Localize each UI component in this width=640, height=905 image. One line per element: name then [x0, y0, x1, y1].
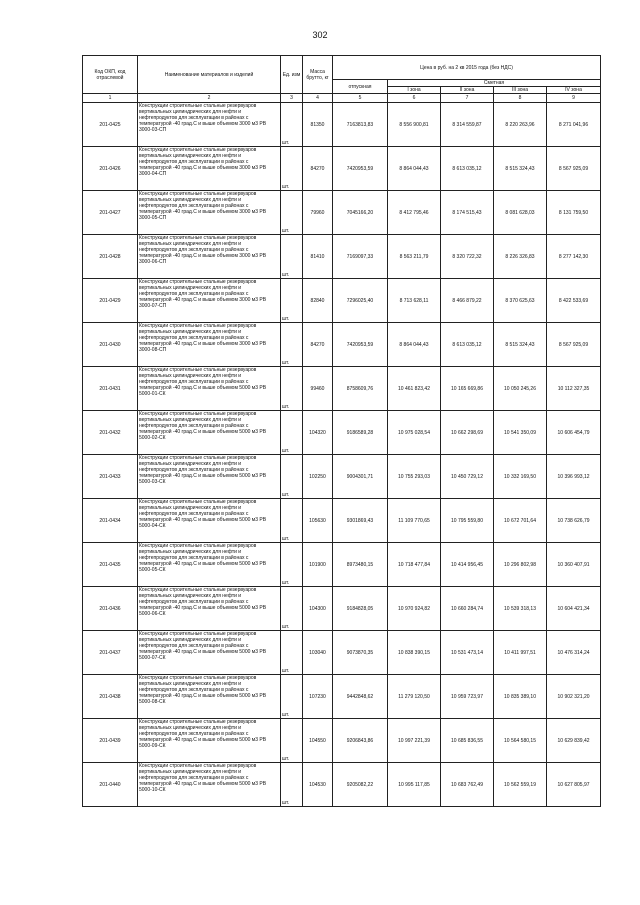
item-zone-4-price: 10 629 839,42 — [547, 719, 601, 763]
header-zone-3: III зона — [494, 87, 547, 94]
item-zone-2-price: 10 414 956,45 — [441, 543, 494, 587]
item-release-price: 9442848,62 — [333, 675, 388, 719]
item-name: Конструкции строительные стальные резервуаров вертикальных цилиндрических для нефти и нефтепродуктов для эксплуатации в районах с температурой -40 град.С и выше объемом 5000 м3 РВ 5000-03-СК — [138, 455, 281, 499]
item-zone-1-price: 8 563 211,79 — [388, 235, 441, 279]
item-zone-3-price: 10 411 997,51 — [494, 631, 547, 675]
item-release-price: 7296025,40 — [333, 279, 388, 323]
table-row — [83, 367, 601, 411]
header-zone-2: II зона — [441, 87, 494, 94]
item-zone-1-price: 10 975 028,54 — [388, 411, 441, 455]
item-zone-4-price: 8 131 759,50 — [547, 191, 601, 235]
table-row — [83, 411, 601, 455]
item-name: Конструкции строительные стальные резервуаров вертикальных цилиндрических для нефти и нефтепродуктов для эксплуатации в районах с температурой -40 град.С и выше объемом 3000 м3 РВ 3000-07-СП — [138, 279, 281, 323]
table-row — [83, 499, 601, 543]
column-number: 2 — [138, 94, 281, 103]
item-unit: шт. — [281, 543, 303, 587]
item-mass: 101900 — [303, 543, 333, 587]
item-mass: 84270 — [303, 147, 333, 191]
item-unit: шт. — [281, 147, 303, 191]
column-number: 4 — [303, 94, 333, 103]
item-zone-4-price: 8 422 533,69 — [547, 279, 601, 323]
table-row — [83, 543, 601, 587]
item-code: 201-0431 — [83, 367, 138, 411]
item-code: 201-0428 — [83, 235, 138, 279]
header-mass: Масса брутто, кг — [303, 56, 333, 94]
item-zone-1-price: 11 109 770,65 — [388, 499, 441, 543]
item-code: 201-0429 — [83, 279, 138, 323]
column-number: 5 — [333, 94, 388, 103]
item-zone-4-price: 10 902 321,20 — [547, 675, 601, 719]
table-row — [83, 279, 601, 323]
header-zone-4: IV зона — [547, 87, 601, 94]
item-name: Конструкции строительные стальные резервуаров вертикальных цилиндрических для нефти и нефтепродуктов для эксплуатации в районах с температурой -40 град.С и выше объемом 3000 м3 РВ 3000-03-СП — [138, 103, 281, 147]
item-zone-4-price: 10 476 314,24 — [547, 631, 601, 675]
header-code: Код ОКП, код отраслевой — [83, 56, 138, 94]
item-release-price: 7420953,59 — [333, 323, 388, 367]
item-unit: шт. — [281, 235, 303, 279]
item-zone-4-price: 10 360 407,91 — [547, 543, 601, 587]
header-zone-1: I зона — [388, 87, 441, 94]
table-body — [83, 103, 601, 807]
table-row — [83, 455, 601, 499]
item-unit: шт. — [281, 367, 303, 411]
item-zone-3-price: 10 564 580,15 — [494, 719, 547, 763]
item-mass: 103040 — [303, 631, 333, 675]
item-zone-3-price: 10 835 389,10 — [494, 675, 547, 719]
item-code: 201-0425 — [83, 103, 138, 147]
item-unit: шт. — [281, 455, 303, 499]
item-zone-2-price: 10 531 473,14 — [441, 631, 494, 675]
item-release-price: 7163813,83 — [333, 103, 388, 147]
column-number: 3 — [281, 94, 303, 103]
item-zone-3-price: 8 081 628,03 — [494, 191, 547, 235]
item-mass: 81350 — [303, 103, 333, 147]
table-row — [83, 235, 601, 279]
column-number: 9 — [547, 94, 601, 103]
item-zone-1-price: 10 995 117,85 — [388, 763, 441, 807]
item-release-price: 9186589,28 — [333, 411, 388, 455]
item-name: Конструкции строительные стальные резервуаров вертикальных цилиндрических для нефти и нефтепродуктов для эксплуатации в районах с температурой -40 град.С и выше объемом 5000 м3 РВ 5000-10-СК — [138, 763, 281, 807]
price-table — [82, 55, 601, 807]
item-name: Конструкции строительные стальные резервуаров вертикальных цилиндрических для нефти и нефтепродуктов для эксплуатации в районах с температурой -40 град.С и выше объемом 5000 м3 РВ 5000-08-СК — [138, 675, 281, 719]
item-zone-3-price: 10 541 350,09 — [494, 411, 547, 455]
item-name: Конструкции строительные стальные резервуаров вертикальных цилиндрических для нефти и нефтепродуктов для эксплуатации в районах с температурой -40 град.С и выше объемом 3000 м3 РВ 3000-08-СП — [138, 323, 281, 367]
item-unit: шт. — [281, 499, 303, 543]
table-header — [83, 56, 601, 103]
item-name: Конструкции строительные стальные резервуаров вертикальных цилиндрических для нефти и нефтепродуктов для эксплуатации в районах с температурой -40 град.С и выше объемом 5000 м3 РВ 5000-05-СК — [138, 543, 281, 587]
item-zone-4-price: 8 567 925,09 — [547, 147, 601, 191]
item-zone-1-price: 11 279 120,50 — [388, 675, 441, 719]
table-row — [83, 323, 601, 367]
header-name: Наименование материалов и изделий — [138, 56, 281, 94]
item-zone-4-price: 10 738 626,79 — [547, 499, 601, 543]
item-name: Конструкции строительные стальные резервуаров вертикальных цилиндрических для нефти и нефтепродуктов для эксплуатации в районах с температурой -40 град.С и выше объемом 5000 м3 РВ 5000-01-СК — [138, 367, 281, 411]
item-zone-4-price: 10 606 454,79 — [547, 411, 601, 455]
header-price-group: Цена в руб. на 2 кв 2015 года (без НДС) — [333, 56, 601, 80]
item-unit: шт. — [281, 631, 303, 675]
item-release-price: 9073870,35 — [333, 631, 388, 675]
item-zone-1-price: 10 755 293,03 — [388, 455, 441, 499]
item-mass: 105630 — [303, 499, 333, 543]
table-row — [83, 763, 601, 807]
item-release-price: 9206843,86 — [333, 719, 388, 763]
item-unit: шт. — [281, 191, 303, 235]
item-code: 201-0438 — [83, 675, 138, 719]
item-unit: шт. — [281, 411, 303, 455]
item-zone-1-price: 10 718 477,84 — [388, 543, 441, 587]
table-row — [83, 631, 601, 675]
item-zone-1-price: 8 412 795,46 — [388, 191, 441, 235]
item-zone-3-price: 10 539 318,13 — [494, 587, 547, 631]
item-zone-4-price: 8 277 142,30 — [547, 235, 601, 279]
item-mass: 81410 — [303, 235, 333, 279]
item-name: Конструкции строительные стальные резервуаров вертикальных цилиндрических для нефти и нефтепродуктов для эксплуатации в районах с температурой -40 град.С и выше объемом 5000 м3 РВ 5000-07-СК — [138, 631, 281, 675]
item-zone-3-price: 8 370 625,63 — [494, 279, 547, 323]
item-unit: шт. — [281, 103, 303, 147]
item-zone-1-price: 10 970 924,82 — [388, 587, 441, 631]
item-mass: 104550 — [303, 719, 333, 763]
column-number: 6 — [388, 94, 441, 103]
item-zone-2-price: 10 959 723,97 — [441, 675, 494, 719]
item-mass: 84270 — [303, 323, 333, 367]
item-zone-3-price: 10 050 245,26 — [494, 367, 547, 411]
item-zone-2-price: 10 660 284,74 — [441, 587, 494, 631]
item-mass: 104530 — [303, 763, 333, 807]
item-name: Конструкции строительные стальные резервуаров вертикальных цилиндрических для нефти и нефтепродуктов для эксплуатации в районах с температурой -40 град.С и выше объемом 5000 м3 РВ 5000-04-СК — [138, 499, 281, 543]
item-code: 201-0436 — [83, 587, 138, 631]
item-unit: шт. — [281, 279, 303, 323]
table-row — [83, 191, 601, 235]
item-mass: 99460 — [303, 367, 333, 411]
item-zone-2-price: 8 466 879,22 — [441, 279, 494, 323]
item-zone-1-price: 10 461 823,42 — [388, 367, 441, 411]
item-code: 201-0432 — [83, 411, 138, 455]
item-mass: 104300 — [303, 587, 333, 631]
item-unit: шт. — [281, 719, 303, 763]
column-number-row — [83, 94, 601, 103]
item-zone-3-price: 10 562 559,19 — [494, 763, 547, 807]
item-code: 201-0439 — [83, 719, 138, 763]
item-zone-1-price: 10 997 221,39 — [388, 719, 441, 763]
header-release-price: отпускная — [333, 80, 388, 94]
item-zone-1-price: 8 556 900,81 — [388, 103, 441, 147]
table-row — [83, 719, 601, 763]
item-zone-4-price: 10 396 993,12 — [547, 455, 601, 499]
item-zone-3-price: 10 332 169,50 — [494, 455, 547, 499]
item-zone-3-price: 8 226 326,83 — [494, 235, 547, 279]
item-zone-1-price: 10 838 390,15 — [388, 631, 441, 675]
column-number: 1 — [83, 94, 138, 103]
column-number: 7 — [441, 94, 494, 103]
item-code: 201-0426 — [83, 147, 138, 191]
table-row — [83, 147, 601, 191]
item-zone-2-price: 10 662 298,69 — [441, 411, 494, 455]
item-zone-2-price: 8 613 035,12 — [441, 323, 494, 367]
item-release-price: 7045166,20 — [333, 191, 388, 235]
item-zone-4-price: 10 112 327,35 — [547, 367, 601, 411]
item-release-price: 9004301,71 — [333, 455, 388, 499]
item-zone-4-price: 10 604 421,34 — [547, 587, 601, 631]
item-zone-3-price: 10 672 701,64 — [494, 499, 547, 543]
item-release-price: 9184828,05 — [333, 587, 388, 631]
item-mass: 82840 — [303, 279, 333, 323]
item-zone-4-price: 8 567 925,09 — [547, 323, 601, 367]
item-code: 201-0440 — [83, 763, 138, 807]
item-zone-2-price: 10 685 836,55 — [441, 719, 494, 763]
item-zone-4-price: 10 627 805,97 — [547, 763, 601, 807]
item-code: 201-0433 — [83, 455, 138, 499]
item-release-price: 8758609,76 — [333, 367, 388, 411]
item-unit: шт. — [281, 763, 303, 807]
item-zone-2-price: 8 174 515,43 — [441, 191, 494, 235]
item-unit: шт. — [281, 587, 303, 631]
item-code: 201-0437 — [83, 631, 138, 675]
item-release-price: 8973480,15 — [333, 543, 388, 587]
item-code: 201-0435 — [83, 543, 138, 587]
item-zone-2-price: 10 683 762,49 — [441, 763, 494, 807]
item-zone-3-price: 8 220 263,96 — [494, 103, 547, 147]
item-release-price: 7420953,59 — [333, 147, 388, 191]
item-code: 201-0427 — [83, 191, 138, 235]
item-release-price: 7169097,33 — [333, 235, 388, 279]
table-row — [83, 675, 601, 719]
item-mass: 107230 — [303, 675, 333, 719]
item-zone-1-price: 8 864 044,43 — [388, 147, 441, 191]
item-name: Конструкции строительные стальные резервуаров вертикальных цилиндрических для нефти и нефтепродуктов для эксплуатации в районах с температурой -40 град.С и выше объемом 3000 м3 РВ 3000-05-СП — [138, 191, 281, 235]
item-release-price: 9205082,22 — [333, 763, 388, 807]
table-row — [83, 587, 601, 631]
header-unit: Ед. изм — [281, 56, 303, 94]
item-zone-4-price: 8 271 041,96 — [547, 103, 601, 147]
item-code: 201-0434 — [83, 499, 138, 543]
item-zone-3-price: 10 296 802,98 — [494, 543, 547, 587]
item-name: Конструкции строительные стальные резервуаров вертикальных цилиндрических для нефти и нефтепродуктов для эксплуатации в районах с температурой -40 град.С и выше объемом 5000 м3 РВ 5000-09-СК — [138, 719, 281, 763]
item-zone-1-price: 8 713 628,11 — [388, 279, 441, 323]
column-number: 8 — [494, 94, 547, 103]
item-name: Конструкции строительные стальные резервуаров вертикальных цилиндрических для нефти и нефтепродуктов для эксплуатации в районах с температурой -40 град.С и выше объемом 5000 м3 РВ 5000-02-СК — [138, 411, 281, 455]
item-code: 201-0430 — [83, 323, 138, 367]
item-zone-2-price: 10 450 729,12 — [441, 455, 494, 499]
header-estimate-price: Сметная — [388, 80, 601, 87]
item-zone-1-price: 8 864 044,43 — [388, 323, 441, 367]
table-row — [83, 103, 601, 147]
item-name: Конструкции строительные стальные резервуаров вертикальных цилиндрических для нефти и нефтепродуктов для эксплуатации в районах с температурой -40 град.С и выше объемом 5000 м3 РВ 5000-06-СК — [138, 587, 281, 631]
item-zone-3-price: 8 515 324,43 — [494, 323, 547, 367]
item-zone-2-price: 10 795 559,80 — [441, 499, 494, 543]
item-unit: шт. — [281, 323, 303, 367]
item-mass: 102250 — [303, 455, 333, 499]
item-zone-2-price: 8 613 035,12 — [441, 147, 494, 191]
item-zone-2-price: 8 314 559,87 — [441, 103, 494, 147]
item-release-price: 9301869,43 — [333, 499, 388, 543]
item-zone-3-price: 8 515 324,43 — [494, 147, 547, 191]
item-zone-2-price: 8 320 722,32 — [441, 235, 494, 279]
page-number: 302 — [312, 30, 328, 40]
item-unit: шт. — [281, 675, 303, 719]
item-zone-2-price: 10 165 669,86 — [441, 367, 494, 411]
item-mass: 79960 — [303, 191, 333, 235]
item-name: Конструкции строительные стальные резервуаров вертикальных цилиндрических для нефти и нефтепродуктов для эксплуатации в районах с температурой -40 град.С и выше объемом 3000 м3 РВ 3000-06-СП — [138, 235, 281, 279]
item-name: Конструкции строительные стальные резервуаров вертикальных цилиндрических для нефти и нефтепродуктов для эксплуатации в районах с температурой -40 град.С и выше объемом 3000 м3 РВ 3000-04-СП — [138, 147, 281, 191]
item-mass: 104320 — [303, 411, 333, 455]
